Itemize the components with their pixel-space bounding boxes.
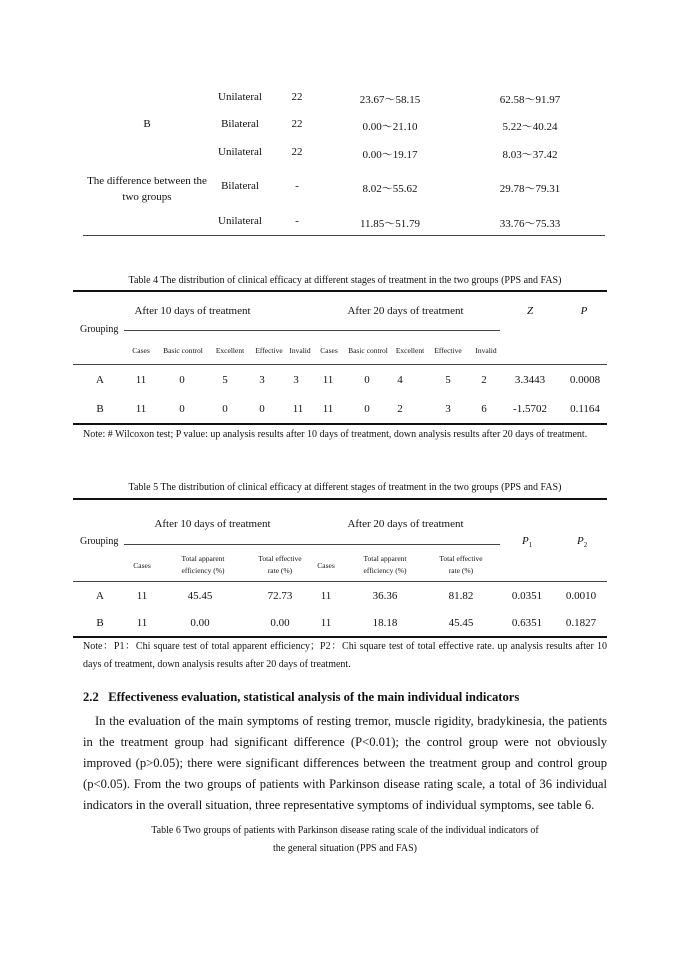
- cell: 36.36: [372, 590, 398, 602]
- grouping-header: Grouping: [80, 324, 119, 335]
- sub-header: Cases: [133, 561, 151, 570]
- cell-range2: 8.03～37.42: [502, 149, 558, 161]
- cell-range2: 62.58～91.97: [499, 94, 561, 106]
- cell: 0: [259, 403, 265, 415]
- sub-header: Effective: [255, 346, 283, 355]
- p-header: P: [580, 305, 588, 317]
- sub-header: Total effective rate (%): [258, 554, 302, 575]
- cell: 4: [397, 374, 403, 386]
- cell: 81.82: [448, 590, 474, 602]
- cell-side: Bilateral: [221, 118, 259, 130]
- cell-n: 22: [291, 146, 303, 158]
- cell-range2: 29.78～79.31: [499, 183, 561, 195]
- cell: 45.45: [187, 590, 213, 602]
- cell-side: Unilateral: [218, 215, 262, 227]
- section-body: In the evaluation of the main symptoms of resting tremor, muscle rigidity, bradykinesia, the patients in the treatment group had significant difference (P<0.01); the control group were not obviously improved (p>0.05); there were significant differences between the treatment group and control group (p<0.05). From the two groups of patients with Parkinson disease rating scale, a total of 36 individual indicators in the overall situation, three representative symptoms of individual symptoms, see table 6.: [83, 714, 607, 812]
- cell-p: 0.0008: [569, 374, 601, 386]
- cell: 72.73: [267, 590, 293, 602]
- sub-header: Cases: [132, 346, 150, 355]
- table4-caption: Table 4 The distribution of clinical efficacy at different stages of treatment in the two groups (PPS and FAS): [128, 275, 562, 286]
- cell-p1: 0.0351: [511, 590, 543, 602]
- cell-n: 22: [291, 118, 303, 130]
- period2-header: After 20 days of treatment: [347, 518, 464, 530]
- sub-header: Total effective rate (%): [439, 554, 483, 575]
- cell-range2: 5.22～40.24: [502, 121, 558, 133]
- cell: 18.18: [372, 617, 398, 629]
- cell-range1: 11.85～51.79: [359, 218, 421, 230]
- table-top-rule: [73, 498, 607, 500]
- cell: 11: [320, 590, 332, 602]
- p1-header: $P_1$: [522, 535, 533, 550]
- period2-header: After 20 days of treatment: [347, 305, 464, 317]
- cell: 3: [445, 403, 451, 415]
- header-bottom-rule: [73, 581, 607, 582]
- cell-p: 0.1164: [570, 403, 600, 415]
- cell: 11: [292, 403, 304, 415]
- sub-header: Effective: [434, 346, 462, 355]
- z-header: Z: [526, 305, 534, 317]
- section-number: 2.2: [83, 690, 99, 704]
- cell: 6: [481, 403, 487, 415]
- table6-caption-line2: the general situation (PPS and FAS): [273, 843, 417, 854]
- cell: 0: [364, 374, 370, 386]
- cell: 11: [135, 374, 147, 386]
- row-group: A: [96, 374, 104, 386]
- table5-caption: Table 5 The distribution of clinical efficacy at different stages of treatment in the two groups (PPS and FAS): [128, 482, 562, 493]
- cell-side: Unilateral: [218, 91, 262, 103]
- cell-side: Bilateral: [221, 180, 259, 192]
- cell-p1: 0.6351: [511, 617, 543, 629]
- row-group: B: [96, 403, 104, 415]
- cell: 0: [179, 403, 185, 415]
- cell-n: -: [295, 215, 299, 227]
- sub-header: Invalid: [475, 346, 497, 355]
- cell: 0: [222, 403, 228, 415]
- header-bottom-rule: [73, 364, 607, 365]
- cell: 3: [259, 374, 265, 386]
- sub-header: Basic control: [163, 346, 203, 355]
- cell: 2: [481, 374, 487, 386]
- table4-note: Note: # Wilcoxon test; P value: up analysis results after 10 days of treatment, down analysis results after 20 days of treatment.: [83, 429, 588, 440]
- cell-range2: 33.76～75.33: [499, 218, 561, 230]
- row-group: B: [96, 617, 104, 629]
- cell-range1: 0.00～21.10: [362, 121, 418, 133]
- sub-header: Basic control: [348, 346, 388, 355]
- cell: 11: [136, 617, 148, 629]
- table6-caption: [83, 822, 607, 858]
- period1-header: After 10 days of treatment: [154, 518, 271, 530]
- cell-n: 22: [291, 91, 303, 103]
- cell-range1: 23.67～58.15: [359, 94, 421, 106]
- row-group: A: [96, 590, 104, 602]
- table5-note: Note：P1：Chi square test of total apparent efficiency；P2：Chi square test of total effective rate. up analysis results after 10 days of treatment, down analysis results after 20 days of treatment.: [83, 641, 607, 670]
- table-top-rule: [73, 290, 607, 292]
- cell: 11: [135, 403, 147, 415]
- cell: 5: [222, 374, 228, 386]
- cell-z: 3.3443: [514, 374, 546, 386]
- cell-p2: 0.1827: [565, 617, 597, 629]
- table-bottom-rule: [73, 423, 607, 425]
- cell: 11: [322, 374, 334, 386]
- cell: 45.45: [448, 617, 474, 629]
- section-title: Effectiveness evaluation, statistical analysis of the main individual indicators: [108, 690, 520, 704]
- cell: 0.00: [190, 617, 210, 629]
- cell: 11: [136, 590, 148, 602]
- grouping-header: Grouping: [80, 536, 119, 547]
- p2-header: $P_2$: [577, 535, 588, 550]
- cell-n: -: [295, 180, 299, 192]
- sub-header: Excellent: [215, 346, 245, 355]
- sub-header: Excellent: [395, 346, 425, 355]
- cell-range1: 0.00～19.17: [362, 149, 418, 161]
- period1-header: After 10 days of treatment: [134, 305, 251, 317]
- cell: 0: [179, 374, 185, 386]
- cell: 3: [293, 374, 299, 386]
- sub-header: Cases: [320, 346, 338, 355]
- table6-caption-line1: Table 6 Two groups of patients with Parkinson disease rating scale of the individual indicators of: [151, 825, 539, 836]
- cell: 0: [364, 403, 370, 415]
- cell-side: Unilateral: [218, 146, 262, 158]
- section-heading: [83, 690, 519, 705]
- cell: 5: [445, 374, 451, 386]
- cell: 11: [320, 617, 332, 629]
- sub-header: Total apparent efficiency (%): [363, 554, 407, 575]
- header-sub-rule: [124, 330, 500, 331]
- cell-z: -1.5702: [513, 403, 547, 415]
- cell: 11: [322, 403, 334, 415]
- cell-group: B: [143, 118, 151, 130]
- header-sub-rule: [124, 544, 500, 545]
- cell-range1: 8.02～55.62: [362, 183, 418, 195]
- sub-header: Total apparent efficiency (%): [181, 554, 225, 575]
- cell: 2: [397, 403, 403, 415]
- table-bottom-rule: [83, 235, 605, 236]
- cell: 0.00: [270, 617, 290, 629]
- sub-header: Cases: [317, 561, 335, 570]
- cell-p2: 0.0010: [565, 590, 597, 602]
- sub-header: Invalid: [289, 346, 311, 355]
- cell-group: The difference between the two groups: [87, 175, 207, 203]
